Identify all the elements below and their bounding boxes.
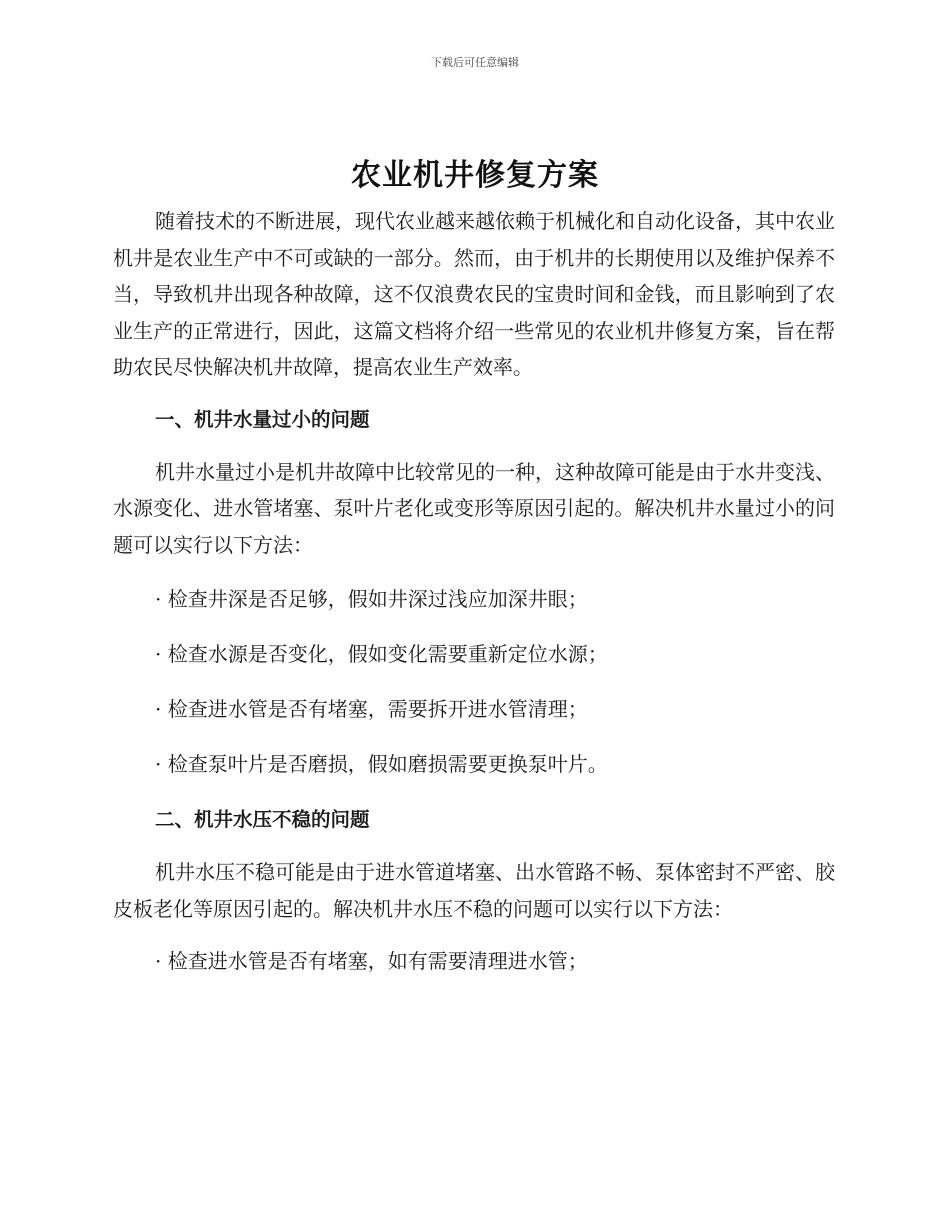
section-1-bullet-1: · 检查井深是否足够，假如井深过浅应加深井眼； (155, 587, 588, 611)
section-heading-1: 一、机井水量过小的问题 (155, 407, 370, 431)
intro-paragraph: 随着技术的不断进展，现代农业越来越依赖于机械化和自动化设备，其中农业机井是农业生产中不可或缺的一部分。然而，由于机井的长期使用以及维护保养不当，导致机井出现各种故障，这不仅浪费农民的宝贵时间和金钱，而且影响到了农业生产的正常进行，因此，这篇文档将介绍一些常见的农业机井修复方案，旨在帮助农民尽快解决机井故障，提高农业生产效率。 (113, 209, 835, 379)
section-1-bullet-3: · 检查进水管是否有堵塞，需要拆开进水管清理； (155, 697, 588, 721)
section-1-bullet-2: · 检查水源是否变化，假如变化需要重新定位水源； (155, 642, 608, 666)
header-note: 下载后可任意编辑 (431, 56, 519, 69)
section-2-paragraph: 机井水压不稳可能是由于进水管道堵塞、出水管路不畅、泵体密封不严密、胶皮板老化等原因引起的。解决机井水压不稳的问题可以实行以下方法： (113, 860, 835, 921)
section-heading-2: 二、机井水压不稳的问题 (155, 808, 370, 831)
section-2-bullet-1: · 检查进水管是否有堵塞，如有需要清理进水管； (155, 949, 588, 973)
document-body (113, 203, 835, 979)
section-1-bullet-4: · 检查泵叶片是否磨损，假如磨损需要更换泵叶片。 (155, 752, 608, 776)
section-1-paragraph: 机井水量过小是机井故障中比较常见的一种，这种故障可能是由于水井变浅、水源变化、进水管堵塞、泵叶片老化或变形等原因引起的。解决机井水量过小的问题可以实行以下方法： (113, 459, 835, 557)
document-title: 农业机井修复方案 (351, 158, 599, 193)
